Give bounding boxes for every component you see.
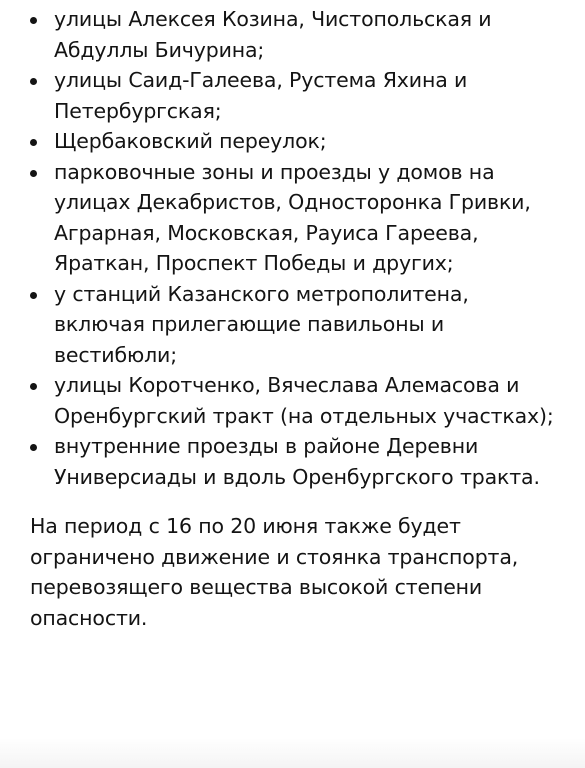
list-item-text: улицы Коротченко, Вячеслава Алемасова и Оренбургский тракт (на отдельных участках);	[54, 373, 554, 428]
bullet-icon	[30, 78, 37, 85]
list-item-text: улицы Алексея Козина, Чистопольская и Абдуллы Бичурина;	[54, 7, 492, 62]
list-item-text: внутренние проезды в районе Деревни Универсиады и вдоль Оренбургского тракта.	[54, 434, 540, 489]
list-item	[0, 126, 585, 157]
bullet-icon	[30, 139, 37, 146]
bullet-icon	[30, 292, 37, 299]
bullet-icon	[30, 170, 37, 177]
list-item-text: Щербаковский переулок;	[54, 129, 327, 153]
transport-restriction-paragraph: На период с 16 по 20 июня также будет ограничено движение и стоянка транспорта, перевозящего вещества высокой степени опасности.	[30, 514, 519, 630]
list-item	[0, 370, 585, 431]
restricted-areas-list	[0, 4, 585, 492]
bullet-icon	[30, 17, 37, 24]
list-item	[0, 157, 585, 279]
bottom-fade	[0, 738, 585, 768]
list-item-text: улицы Саид-Галеева, Рустема Яхина и Петербургская;	[54, 68, 468, 123]
list-item-text: у станций Казанского метрополитена, включая прилегающие павильоны и вестибюли;	[54, 281, 469, 367]
bullet-icon	[30, 383, 37, 390]
list-item	[0, 4, 585, 65]
list-item	[0, 431, 585, 492]
list-item-text: парковочные зоны и проезды у домов на улицах Декабристов, Односторонка Гривки, Аграрная, Московская, Рауиса Гареева, Яраткан, Проспект Победы и других;	[54, 159, 531, 275]
bullet-icon	[30, 444, 37, 451]
list-item	[0, 65, 585, 126]
list-item	[0, 279, 585, 371]
